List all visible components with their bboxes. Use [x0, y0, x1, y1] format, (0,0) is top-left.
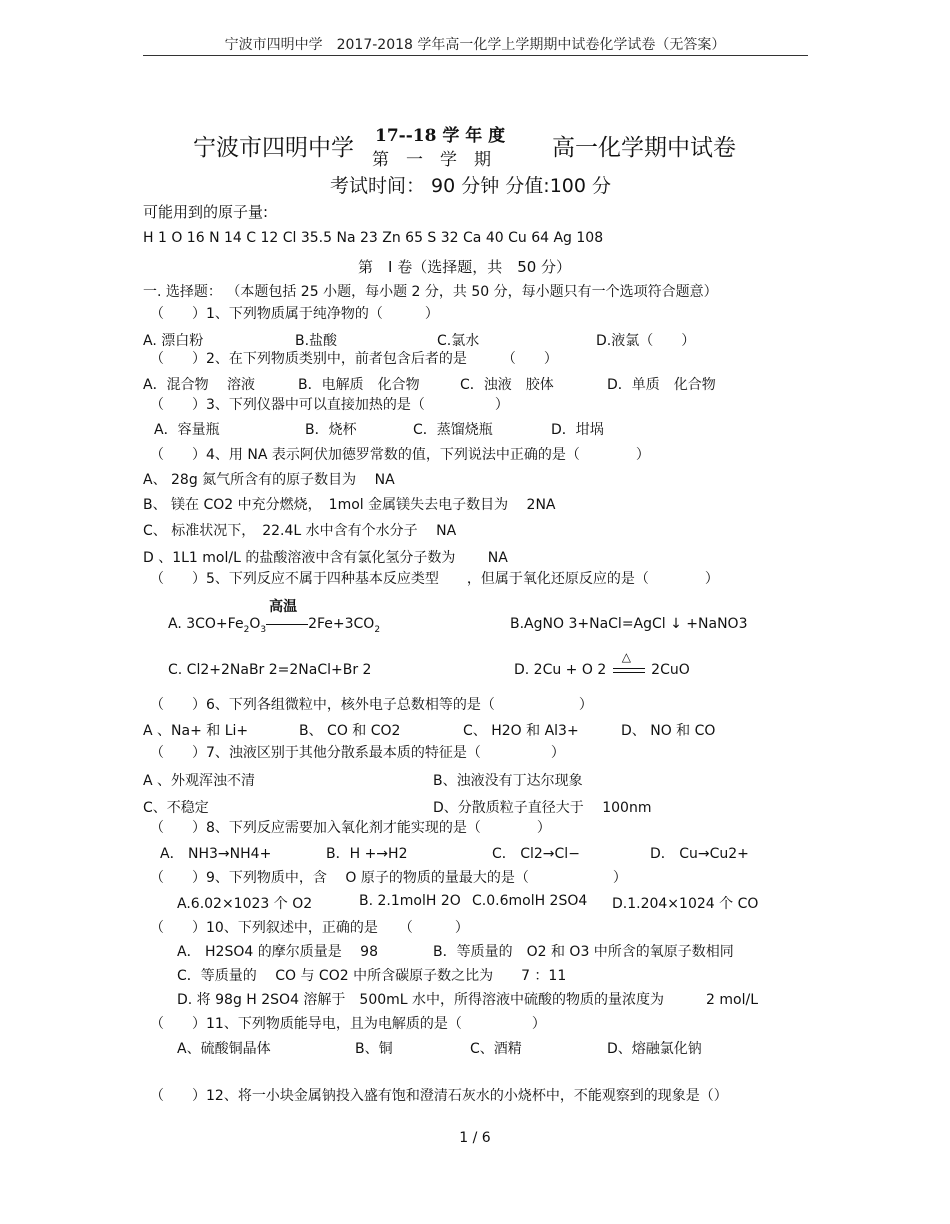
q8-option-d: D． Cu→Cu2+	[650, 846, 749, 862]
q9-option-a: A.6.02×1023 个 O2	[177, 896, 313, 912]
q9-option-d: D.1.204×1024 个 CO	[612, 896, 759, 912]
q1-option-c: C.氯水	[437, 333, 480, 349]
q4-stem: （ ）4、用 NA 表示阿伏加德罗常数的值，下列说法中正确的是（ ）	[150, 447, 650, 463]
q5-a-sub1: 2	[243, 624, 250, 635]
q5-a-right: 2Fe+3CO	[308, 616, 375, 632]
q5-a-arrow	[266, 599, 308, 632]
q10-option-a: A． H2SO4 的摩尔质量是 98	[177, 944, 378, 960]
q5-option-b: B.AgNO 3+NaCl=AgCl ↓ +NaNO3	[510, 616, 748, 632]
q7-option-c: C、不稳定	[143, 800, 209, 816]
q10-stem: （ ）10、下列叙述中，正确的是 （ ）	[150, 920, 469, 936]
q1-option-d: D.液氯（ ）	[596, 333, 696, 349]
q7-option-b: B、浊液没有丁达尔现象	[433, 773, 583, 789]
q2-option-d: D．单质 化合物	[607, 377, 716, 393]
q1-stem: （ ）1、下列物质属于纯净物的（ ）	[150, 306, 439, 322]
q6-option-a: A 、Na+ 和 Li+	[143, 723, 249, 739]
exam-time-score: 考试时间： 90 分钟 分值:100 分	[330, 175, 612, 197]
q11-stem: （ ）11、下列物质能导电，且为电解质的是（ ）	[150, 1016, 546, 1032]
q4-option-c: C、 标准状况下， 22.4L 水中含有个水分子 NA	[143, 523, 457, 539]
q3-option-c: C．蒸馏烧瓶	[413, 422, 493, 438]
q3-option-a: A．容量瓶	[154, 422, 220, 438]
q11-option-b: B、铜	[355, 1041, 393, 1057]
q7-option-d: D、分散质粒子直径大于 100nm	[433, 800, 652, 816]
q10-option-d: D. 将 98g H 2SO4 溶解于 500mL 水中，所得溶液中硫酸的物质的量浓度为 2 mol/L	[177, 992, 759, 1008]
q3-option-d: D．坩埚	[551, 422, 604, 438]
q8-stem: （ ）8、下列反应需要加入氧化剂才能实现的是（ ）	[150, 820, 551, 836]
q4-option-b: B、 镁在 CO2 中充分燃烧， 1mol 金属镁失去电子数目为 2NA	[143, 497, 556, 513]
q5-option-c: C. Cl2+2NaBr 2=2NaCl+Br 2	[168, 662, 372, 678]
q2-option-b: B．电解质 化合物	[298, 377, 420, 393]
q6-stem: （ ）6、下列各组微粒中，核外电子总数相等的是（ ）	[150, 697, 593, 713]
q4-option-a: A、 28g 氮气所含有的原子数目为 NA	[143, 472, 395, 488]
q5-a-left: A. 3CO+Fe	[168, 616, 244, 632]
q11-option-a: A、硫酸铜晶体	[177, 1041, 271, 1057]
q5-a-condition: 高温	[269, 599, 298, 615]
q5-a-sub3: 2	[374, 624, 381, 635]
q3-stem: （ ）3、下列仪器中可以直接加热的是（ ）	[150, 397, 509, 413]
q1-option-a: A. 漂白粉	[143, 333, 204, 349]
q1-option-b: B.盐酸	[295, 333, 338, 349]
q11-option-c: C、酒精	[470, 1041, 522, 1057]
q5-stem: （ ）5、下列反应不属于四种基本反应类型 ，但属于氧化还原反应的是（ ）	[150, 571, 719, 587]
q6-option-b: B、 CO 和 CO2	[299, 723, 401, 739]
q2-option-a: A．混合物 溶液	[143, 377, 256, 393]
q6-option-d: D、 NO 和 CO	[621, 723, 716, 739]
q5-a-mid: O	[249, 616, 261, 632]
q5-d-right: 2CuO	[651, 662, 690, 678]
q10-option-c: C．等质量的 CO 与 CO2 中所含碳原子数之比为 7 ：11	[177, 968, 567, 984]
q8-option-c: C． Cl2→Cl−	[492, 846, 580, 862]
q9-stem: （ ）9、下列物质中，含 O 原子的物质的量最大的是（ ）	[150, 870, 627, 886]
q7-stem: （ ）7、浊液区别于其他分散系最本质的特征是（ ）	[150, 745, 565, 761]
q12-stem: （ ）12、将一小块金属钠投入盛有饱和澄清石灰水的小烧杯中，不能观察到的现象是（）	[150, 1088, 728, 1104]
q8-option-b: B．H +→H2	[326, 846, 408, 862]
q5-d-left: D. 2Cu + O 2	[514, 662, 607, 678]
q2-stem: （ ）2、在下列物质类别中，前者包含后者的是 （ ）	[150, 351, 558, 367]
title-term: 第 一 学 期	[372, 150, 491, 170]
title-exam-name: 高一化学期中试卷	[552, 135, 736, 161]
q5-option-a	[168, 599, 381, 635]
atomic-mass-label: 可能用到的原子量:	[143, 203, 269, 221]
q5-a-sub2: 3	[260, 624, 267, 635]
running-header: 宁波市四明中学 2017-2018 学年高一化学上学期期中试卷化学试卷（无答案）	[224, 37, 726, 53]
section-title: 第 Ⅰ 卷（选择题，共 50 分）	[358, 258, 572, 276]
atomic-mass-list: H 1 O 16 N 14 C 12 Cl 35.5 Na 23 Zn 65 S 32 Ca 40 Cu 64 Ag 108	[143, 230, 604, 246]
title-school: 宁波市四明中学	[193, 135, 354, 161]
q5-d-arrow	[611, 650, 647, 678]
header-rule	[143, 55, 808, 56]
q9-option-c: C.0.6molH 2SO4	[472, 893, 588, 909]
q6-option-c: C、 H2O 和 Al3+	[463, 723, 579, 739]
q7-option-a: A 、外观浑浊不清	[143, 773, 256, 789]
q9-option-b: B. 2.1molH 2O	[359, 893, 461, 909]
page-number: 1 / 6	[459, 1130, 491, 1146]
q3-option-b: B．烧杯	[305, 422, 357, 438]
q2-option-c: C．浊液 胶体	[460, 377, 554, 393]
q10-option-b: B．等质量的 O2 和 O3 中所含的氧原子数相同	[433, 944, 734, 960]
q5-d-condition: △	[621, 650, 631, 664]
q11-option-d: D、熔融氯化钠	[607, 1041, 702, 1057]
title-year: 17--18 学 年 度	[375, 126, 506, 146]
section-instruction: 一. 选择题： （本题包括 25 小题，每小题 2 分，共 50 分，每小题只有一个选项符合题意）	[143, 284, 718, 300]
q5-option-d	[514, 650, 690, 678]
q4-option-d: D 、1L1 mol/L 的盐酸溶液中含有氯化氢分子数为 NA	[143, 550, 508, 566]
q8-option-a: A． NH3→NH4+	[160, 846, 272, 862]
